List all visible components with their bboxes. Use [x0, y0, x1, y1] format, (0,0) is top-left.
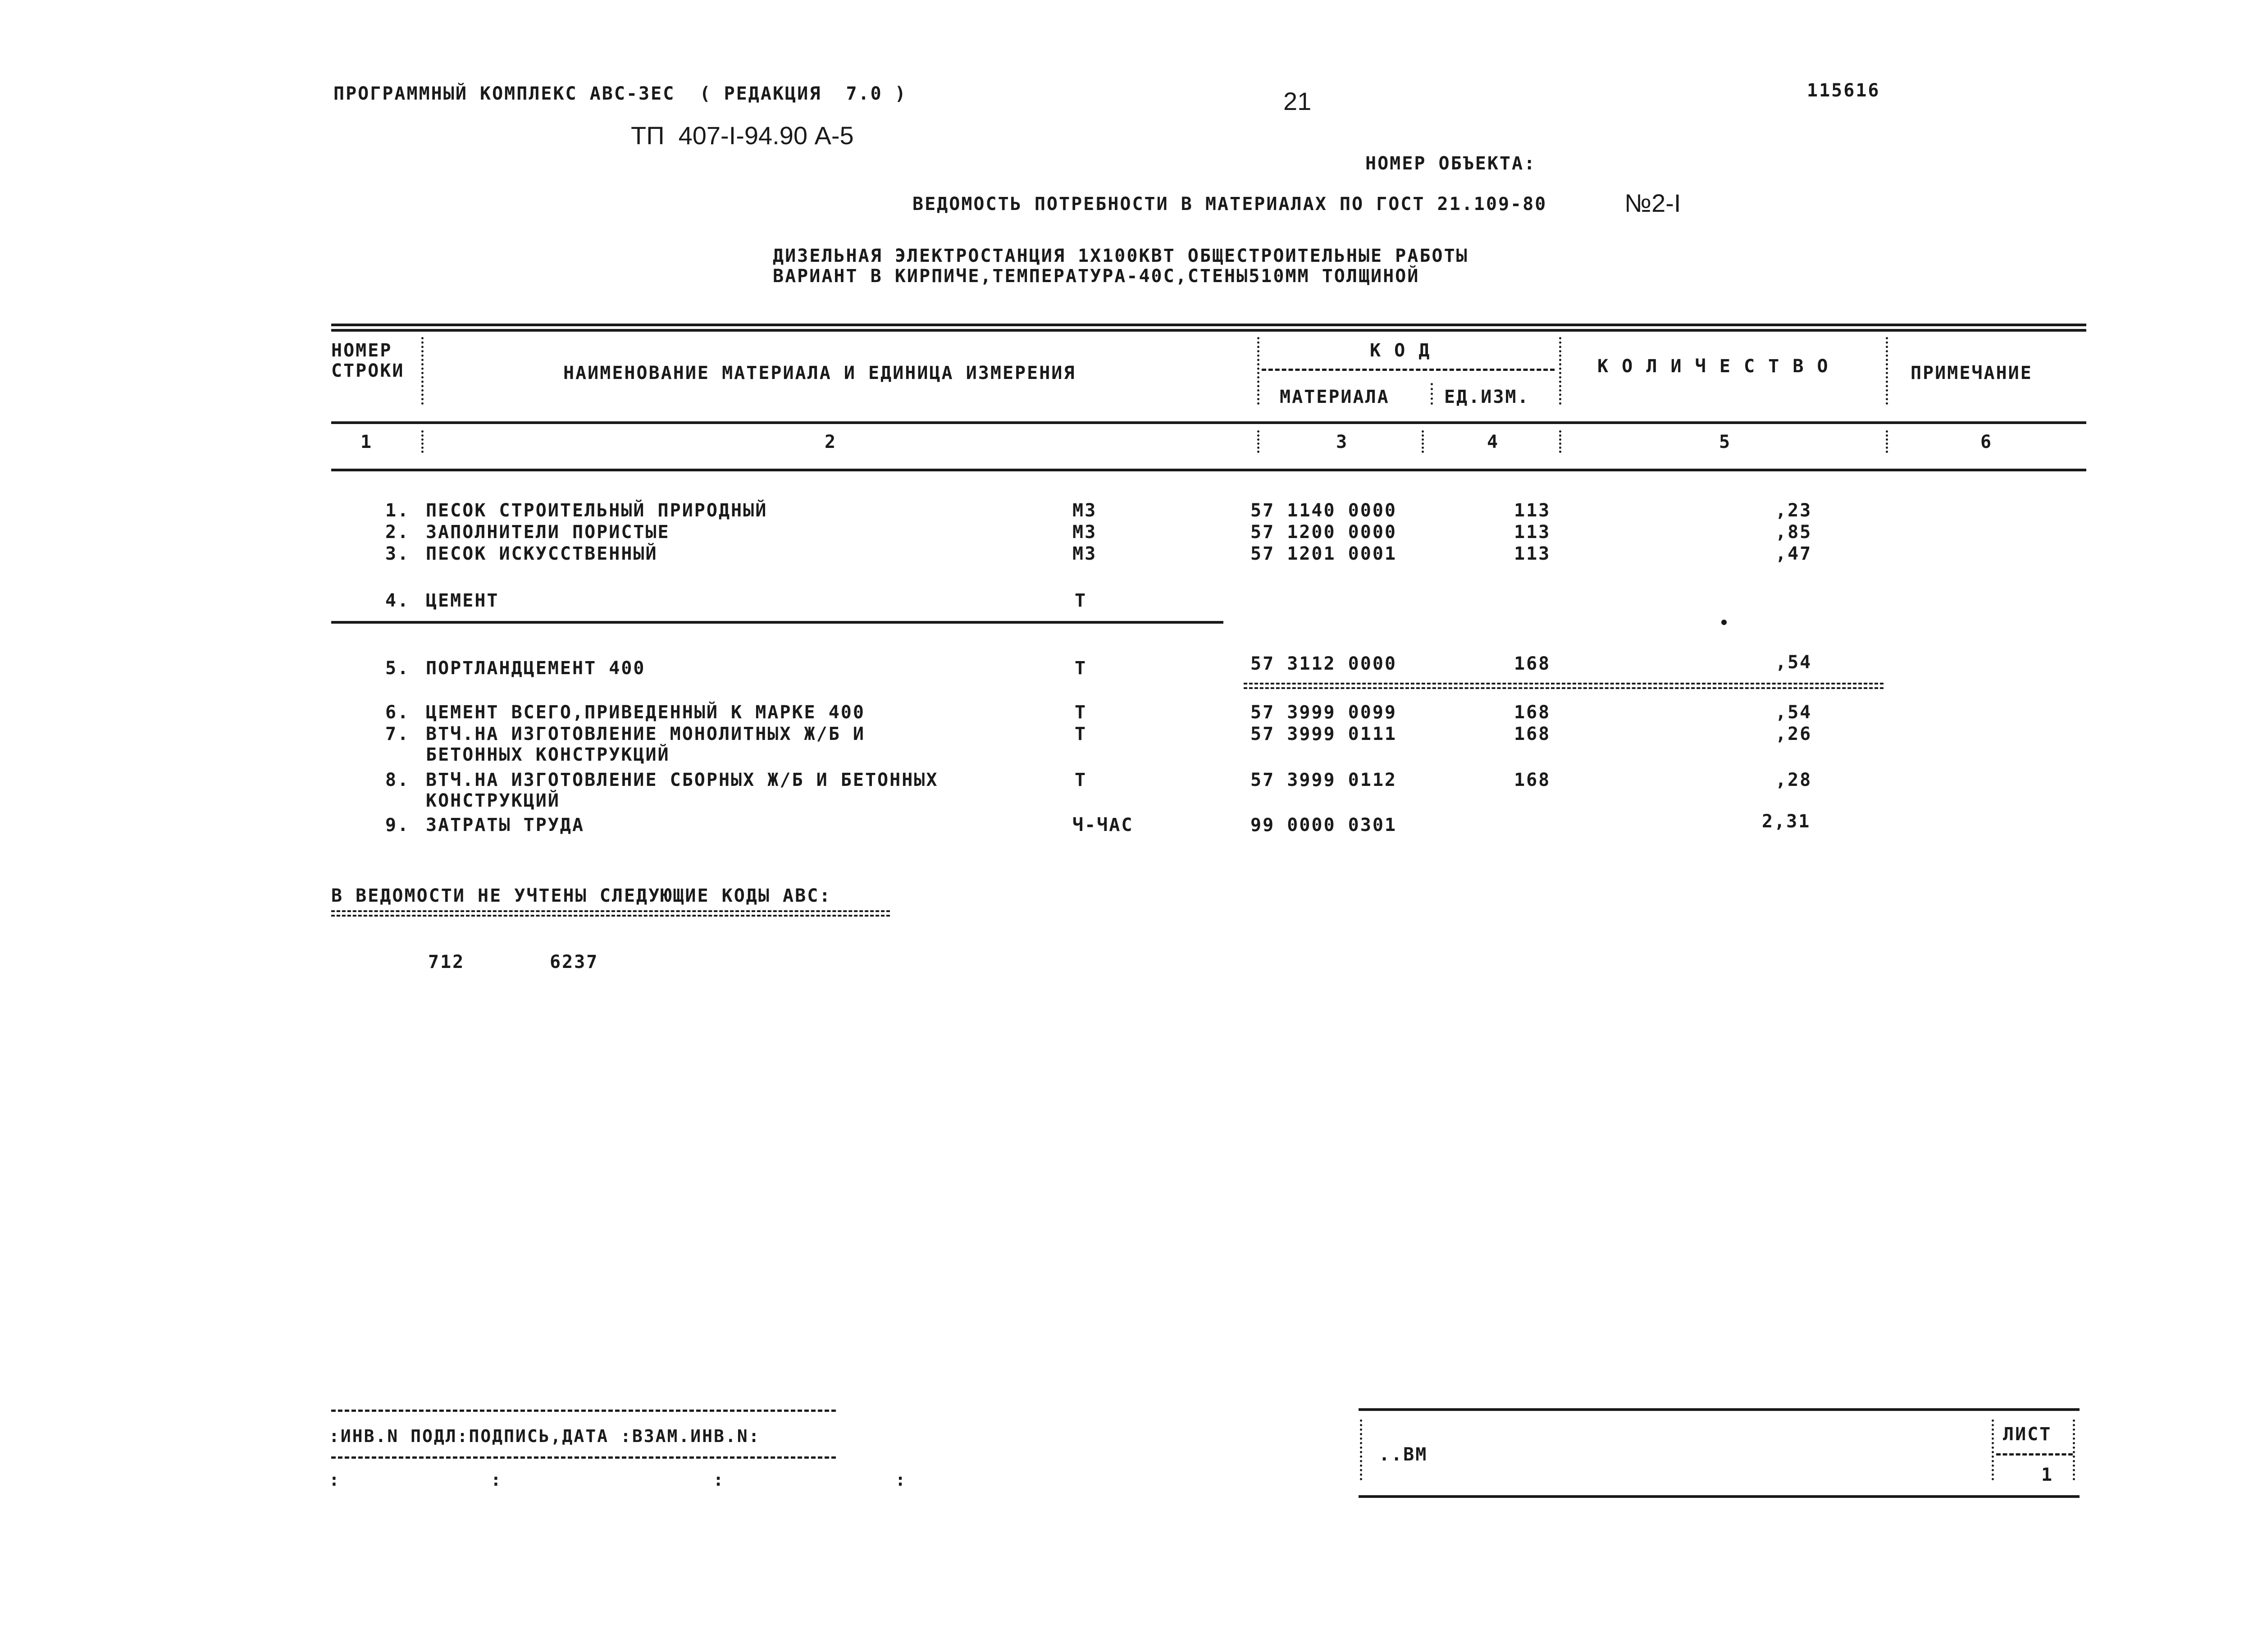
- unit-code: 168: [1514, 770, 1551, 790]
- column-divider: [1559, 430, 1561, 453]
- row-number: 8.: [385, 770, 410, 790]
- material-name: ЗАПОЛНИТЕЛИ ПОРИСТЫЕ: [426, 522, 670, 543]
- unit-code: 113: [1514, 522, 1551, 543]
- row-number: 3.: [385, 543, 410, 564]
- unit: М3: [1072, 500, 1097, 521]
- unit: Т: [1075, 702, 1087, 723]
- column-number: 3: [1336, 432, 1349, 452]
- material-name: ВТЧ.НА ИЗГОТОВЛЕНИЕ МОНОЛИТНЫХ Ж/Б И: [426, 724, 865, 744]
- stamp-row: : : : :: [329, 1470, 916, 1490]
- column-divider: [1257, 337, 1259, 405]
- title-block-divider: [1992, 1419, 1994, 1480]
- header-code: К О Д: [1370, 340, 1431, 361]
- header-code-unit: ЕД.ИЗМ.: [1444, 387, 1530, 407]
- title-block-divider: [2073, 1419, 2075, 1480]
- table-top-rule: [331, 324, 2086, 326]
- material-code: 99 0000 0301: [1250, 815, 1397, 835]
- row-number: 7.: [385, 724, 410, 744]
- stamp-top-rule: [331, 1410, 836, 1412]
- column-number: 1: [360, 432, 373, 452]
- quantity: ,54: [1775, 702, 1812, 723]
- material-code: 57 3999 0099: [1250, 702, 1397, 723]
- unit-code: 113: [1514, 500, 1551, 521]
- header-note: ПРИМЕЧАНИЕ: [1911, 363, 2033, 383]
- header-code-material: МАТЕРИАЛА: [1280, 387, 1390, 407]
- stamp-header: :ИНВ.N ПОДЛ:ПОДПИСЬ,ДАТА :ВЗАМ.ИНВ.N:: [329, 1426, 761, 1446]
- column-divider: [421, 337, 424, 405]
- unaccounted-code: 6237: [550, 952, 599, 972]
- column-divider: [1431, 383, 1433, 405]
- header-quantity: К О Л И Ч Е С Т В О: [1597, 356, 1829, 377]
- sheet-label: ЛИСТ: [2003, 1424, 2052, 1445]
- code-header-rule: [1262, 369, 1555, 371]
- unaccounted-codes-title: В ВЕДОМОСТИ НЕ УЧТЕНЫ СЛЕДУЮЩИЕ КОДЫ АВС:: [331, 885, 832, 906]
- subtotal-double-rule: [1244, 683, 1884, 689]
- column-divider: [1422, 430, 1424, 453]
- column-divider: [1257, 430, 1259, 453]
- title-block-top-rule: [1359, 1408, 2080, 1411]
- subtitle-line-1: ДИЗЕЛЬНАЯ ЭЛЕКТРОСТАНЦИЯ 1Х100КВТ ОБЩЕСТРОИТЕЛЬНЫЕ РАБОТЫ: [773, 246, 1469, 266]
- material-name: ПЕСОК СТРОИТЕЛЬНЫЙ ПРИРОДНЫЙ: [426, 500, 768, 521]
- unit: М3: [1072, 543, 1097, 564]
- material-code: 57 1140 0000: [1250, 500, 1397, 521]
- title-block-mark: ..ВМ: [1379, 1444, 1428, 1465]
- material-name: ЦЕМЕНТ ВСЕГО,ПРИВЕДЕННЫЙ К МАРКЕ 400: [426, 702, 865, 723]
- column-divider: [1886, 337, 1888, 405]
- material-name: ПОРТЛАНДЦЕМЕНТ 400: [426, 658, 646, 679]
- title-block-divider: [1360, 1419, 1362, 1480]
- title-block-bottom-rule: [1359, 1495, 2080, 1498]
- unit: Т: [1075, 590, 1087, 611]
- subtitle-line-2: ВАРИАНТ В КИРПИЧЕ,ТЕМПЕРАТУРА-40С,СТЕНЫ510ММ ТОЛЩИНОЙ: [773, 266, 1420, 287]
- material-code: 57 1201 0001: [1250, 543, 1397, 564]
- object-number-label: НОМЕР ОБЪЕКТА:: [1365, 153, 1537, 174]
- quantity: ,23: [1775, 500, 1812, 521]
- material-name-continued: КОНСТРУКЦИЙ: [426, 790, 560, 811]
- stamp-middle-rule: [331, 1456, 836, 1459]
- header-material-name: НАИМЕНОВАНИЕ МАТЕРИАЛА И ЕДИНИЦА ИЗМЕРЕНИЯ: [563, 363, 1076, 383]
- unit-code: 168: [1514, 653, 1551, 674]
- table-top-rule-2: [331, 329, 2086, 332]
- material-code: 57 3999 0112: [1250, 770, 1397, 790]
- unit-code: 168: [1514, 724, 1551, 744]
- column-number: 5: [1719, 432, 1732, 452]
- unit-code: 113: [1514, 543, 1551, 564]
- row-number: 1.: [385, 500, 410, 521]
- unit-code: 168: [1514, 702, 1551, 723]
- quantity: ,28: [1775, 770, 1812, 790]
- row-number: 2.: [385, 522, 410, 543]
- column-numbers-bottom-rule: [331, 469, 2086, 471]
- sheet-number: 1: [2041, 1465, 2054, 1485]
- material-name: ЦЕМЕНТ: [426, 590, 499, 611]
- material-code: 57 3999 0111: [1250, 724, 1397, 744]
- document-id: 115616: [1807, 80, 1880, 101]
- quantity: ,26: [1775, 724, 1812, 744]
- column-number: 6: [1980, 432, 1993, 452]
- column-numbers-top-rule: [331, 421, 2086, 424]
- unaccounted-code: 712: [428, 952, 465, 972]
- column-divider: [1559, 337, 1561, 405]
- unaccounted-double-rule: [331, 910, 890, 917]
- quantity: ,47: [1775, 543, 1812, 564]
- column-divider: [1886, 430, 1888, 453]
- material-name: ВТЧ.НА ИЗГОТОВЛЕНИЕ СБОРНЫХ Ж/Б И БЕТОННЫХ: [426, 770, 939, 790]
- unit: М3: [1072, 522, 1097, 543]
- row-number: 6.: [385, 702, 410, 723]
- statement-title: ВЕДОМОСТЬ ПОТРЕБНОСТИ В МАТЕРИАЛАХ ПО ГОСТ 21.109-80: [912, 194, 1547, 214]
- row-number: 9.: [385, 815, 410, 835]
- column-number: 2: [825, 432, 837, 452]
- unit: Ч-ЧАС: [1072, 815, 1134, 835]
- sheet-rule: [1996, 1453, 2073, 1456]
- row-number: 5.: [385, 658, 410, 679]
- page-number: 21: [1283, 87, 1312, 115]
- unit: Т: [1075, 658, 1087, 679]
- column-number: 4: [1487, 432, 1500, 452]
- quantity: ,54: [1775, 652, 1812, 673]
- program-name: ПРОГРАММНЫЙ КОМПЛЕКС АВС-3ЕС ( РЕДАКЦИЯ 7.0 ): [333, 83, 907, 104]
- unit: Т: [1075, 724, 1087, 744]
- section-rule: [331, 621, 1223, 624]
- quantity: ,85: [1775, 522, 1812, 543]
- material-name: ПЕСОК ИСКУССТВЕННЫЙ: [426, 543, 658, 564]
- quantity: 2,31: [1762, 811, 1811, 832]
- material-name: ЗАТРАТЫ ТРУДА: [426, 815, 585, 835]
- ink-dot: [1721, 620, 1727, 625]
- material-code: 57 3112 0000: [1250, 653, 1397, 674]
- project-code: ТП 407-I-94.90 А-5: [631, 121, 854, 150]
- header-row-number-2: СТРОКИ: [331, 361, 405, 381]
- header-row-number: НОМЕР: [331, 340, 392, 361]
- material-name-continued: БЕТОННЫХ КОНСТРУКЦИЙ: [426, 744, 670, 765]
- material-code: 57 1200 0000: [1250, 522, 1397, 543]
- statement-number: №2-I: [1624, 189, 1681, 217]
- row-number: 4.: [385, 590, 410, 611]
- unit: Т: [1075, 770, 1087, 790]
- column-divider: [421, 430, 424, 453]
